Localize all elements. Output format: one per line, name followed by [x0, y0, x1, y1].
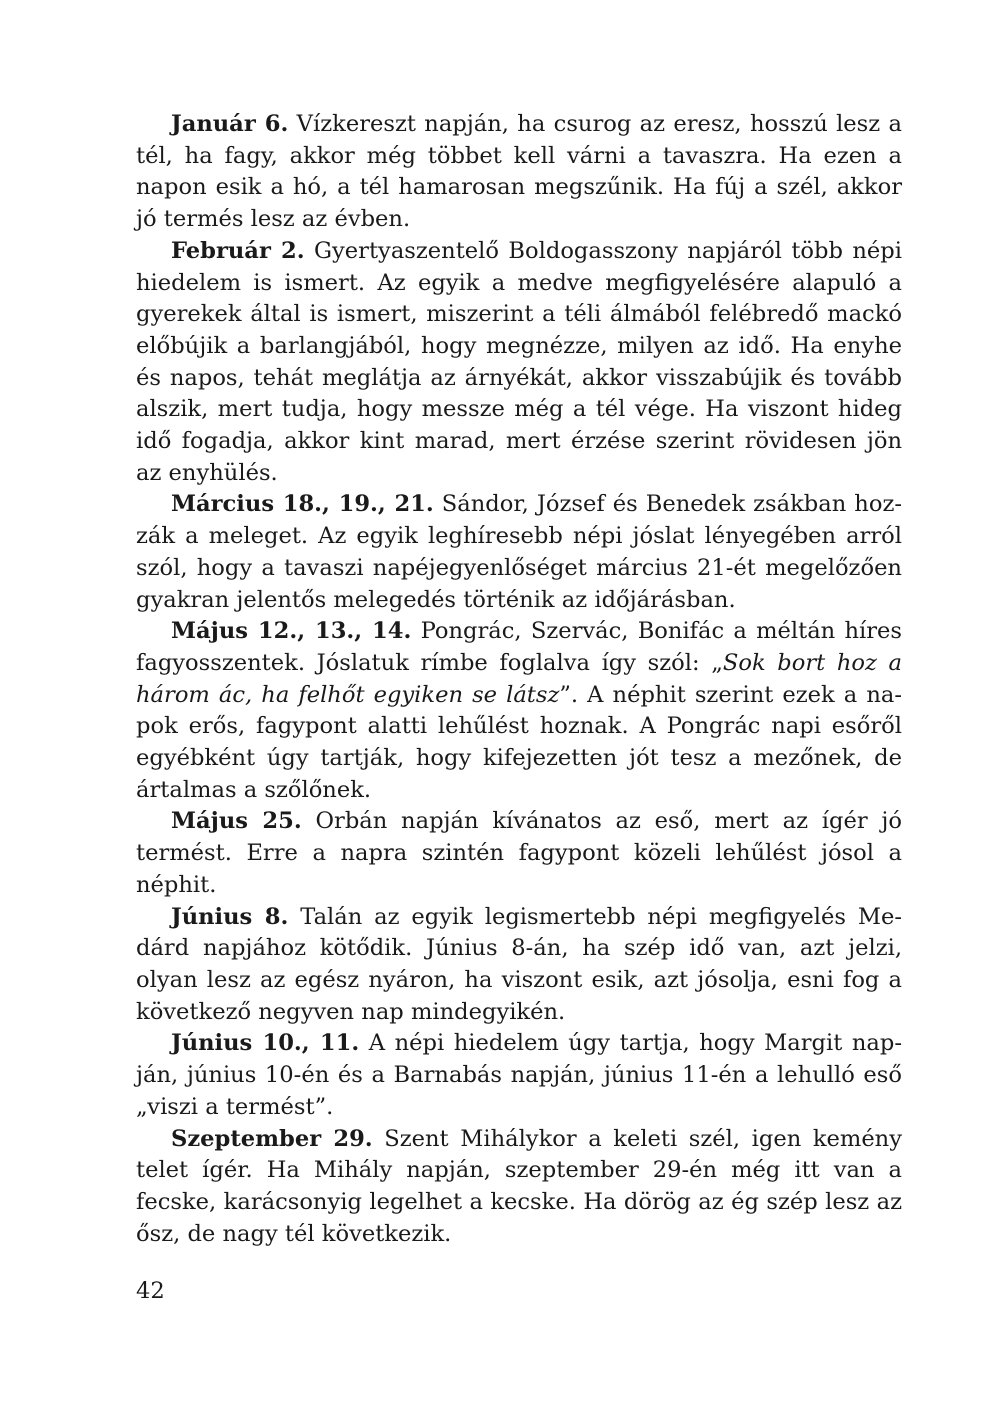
entry-date: Szeptember 29.	[171, 1125, 373, 1152]
rhyme-quote: Sok bort hoz a három ác, ha felhőt egyiken se látsz	[136, 649, 902, 708]
entry-date: Március 18., 19., 21.	[171, 491, 434, 518]
entry-date: Június 10., 11.	[171, 1030, 360, 1057]
entry-text: A népi hiedelem úgy tartja, hogy Margit napján, június 10-én és a Barnabás napján, június 11-én a lehulló eső „viszi a termést”.	[136, 1030, 902, 1120]
entry-text: Orbán napján kívánatos az eső, mert az ígér jó termést. Erre a napra szintén fagypont közeli lehűlést jósol a néphit.	[136, 808, 902, 898]
page-body	[136, 109, 902, 1250]
entry-date: Január 6.	[171, 111, 289, 137]
entry-text: Pongrác, Szervác, Bonifác a méltán híres fagyosszentek. Jóslatuk rímbe foglalva így szól: „	[136, 618, 902, 676]
entry-text: Sándor, József és Benedek zsákban hozzák a meleget. Az egyik leghíresebb népi jóslat lényegében arról szól, hogy a tavaszi napéjegyenlőséget március 21-ét megelőzően gyakran jelentős melegedés történik az időjárásban.	[136, 491, 902, 613]
entry-date: Május 25.	[171, 808, 302, 835]
entry-text: Szent Mihálykor a keleti szél, igen kemény telet ígér. Ha Mihály napján, szeptember 29-én még itt van a fecske, karácsonyig legelhet a kecske. Ha dörög az ég szép lesz az ősz, de nagy tél következik.	[136, 1125, 902, 1247]
entry-may-12-13-14	[136, 616, 902, 806]
entry-february-2	[136, 236, 902, 490]
entry-june-8	[136, 902, 902, 1029]
entry-text: Gyertyaszentelő Boldogasszony napjáról több népi hiedelem is ismert. Az egyik a medve megfigyelésére alapuló a gyerekek által is ismert, miszerint a téli álmából felébredő mackó előbújik a barlangjából, hogy megnézze, milyen az idő. Ha enyhe és napos, tehát meglátja az árnyékát, akkor visszabújik és tovább alszik, mert tudja, hogy messze még a tél vége. Ha viszont hideg idő fogadja, akkor kint marad, mert érzése szerint rövidesen jön az enyhülés.	[136, 237, 902, 486]
entry-date: Május 12., 13., 14.	[171, 618, 412, 645]
entry-text: Vízkereszt napján, ha csurog az eresz, hosszú lesz a tél, ha fagy, akkor még többet kell várni a tavaszra. Ha ezen a napon esik a hó, a tél hamarosan megszűnik. Ha fúj a szél, akkor jó termés lesz az évben.	[136, 111, 902, 233]
page-number: 42	[136, 1278, 165, 1304]
entry-date: Február 2.	[171, 237, 305, 264]
entry-march-18-19-21	[136, 489, 902, 616]
entry-june-10-11	[136, 1028, 902, 1123]
entry-text-continued: ”. A néphit szerint ezek a napok erős, fagypont alatti lehűlést hoznak. A Pongrác napi esőről egyébként úgy tartják, hogy kifejezetten jót tesz a mezőnek, de ártalmas a szőlőnek.	[136, 681, 902, 803]
entry-september-29	[136, 1124, 902, 1251]
entry-january-6	[136, 109, 902, 236]
entry-date: Június 8.	[171, 903, 289, 930]
entry-text: Talán az egyik legismertebb népi megfigyelés Medárd napjához kötődik. Június 8-án, ha szép idő van, azt jelzi, olyan lesz az egész nyáron, ha viszont esik, azt jósolja, esni fog a következő negyven nap mindegyikén.	[136, 903, 902, 1025]
entry-may-25	[136, 806, 902, 901]
